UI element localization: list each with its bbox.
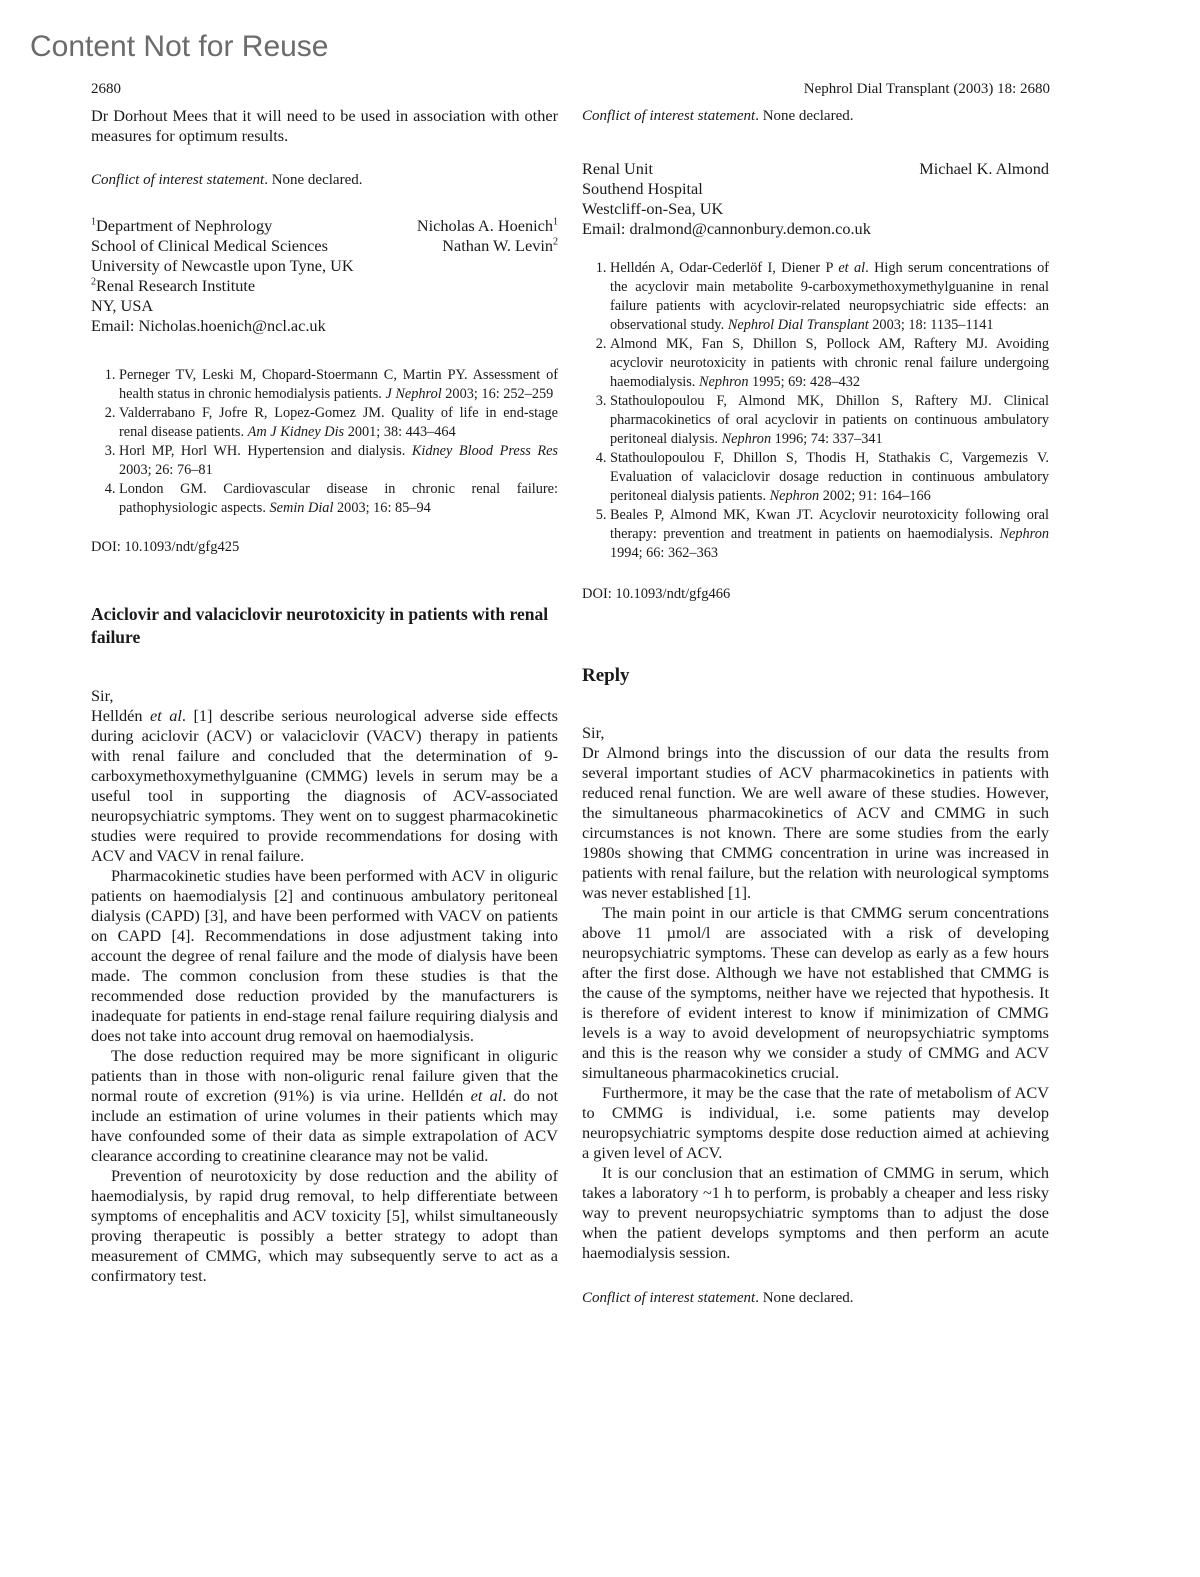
watermark: Content Not for Reuse bbox=[30, 30, 329, 63]
address-unit: Renal Unit bbox=[582, 159, 653, 178]
reference-journal: Semin Dial bbox=[269, 500, 334, 516]
author-email[interactable]: Email: Nicholas.hoenich@ncl.ac.uk bbox=[91, 316, 326, 335]
page-number: 2680 bbox=[91, 81, 121, 97]
reference-item: 1. Helldén A, Odar-Cederlöf I, Diener P et al. High serum concentrations of the acyclovir main metabolite 9-carboxymethoxymethylguanine in renal failure patients with acyclovir-related neuropsychiatric side effects: an observational study. Nephrol Dial Transplant 2003; 18: 1135–1141 bbox=[610, 259, 1049, 335]
author-name: Michael K. Almond bbox=[919, 159, 1049, 178]
address-university: University of Newcastle upon Tyne, UK bbox=[91, 256, 354, 275]
reference-list bbox=[91, 366, 558, 518]
reference-item: 3. Horl MP, Horl WH. Hypertension and dialysis. Kidney Blood Press Res 2003; 26: 76–81 bbox=[119, 442, 558, 480]
continuation-text: Dr Dorhout Mees that it will need to be used in association with other measures for optimum results. bbox=[91, 106, 558, 145]
reply-title: Reply bbox=[582, 665, 630, 686]
address-school: School of Clinical Medical Sciences bbox=[91, 236, 328, 255]
reference-journal: Nephron bbox=[698, 374, 749, 390]
left-column bbox=[91, 106, 558, 1286]
reference-item: 3. Stathoulopoulou F, Almond MK, Dhillon S, Raftery MJ. Clinical pharmacokinetics of oral acyclovir in patients on continuous ambulatory peritoneal dialysis. Nephron 1996; 74: 337–341 bbox=[610, 392, 1049, 449]
body-paragraph: Dr Almond brings into the discussion of our data the results from several important studies of ACV pharmacokinetics in patients with reduced renal function. We are well aware of these studies. However, the simultaneous pharmacokinetics of ACV and CMMG in such circumstances is not known. There are some studies from the early 1980s showing that CMMG concentration in urine was increased in patients with renal failure, but the relation with neurological symptoms was never established [1]. bbox=[582, 743, 1049, 902]
reference-item: 1. Perneger TV, Leski M, Chopard-Stoermann C, Martin PY. Assessment of health status in chronic hemodialysis patients. J Nephrol 2003; 16: 252–259 bbox=[119, 366, 558, 404]
coi-label: Conflict of interest statement bbox=[91, 172, 265, 188]
reference-journal: Nephron bbox=[999, 526, 1049, 542]
coi-label: Conflict of interest statement bbox=[582, 108, 756, 124]
right-column bbox=[582, 106, 1049, 1308]
reference-journal: Nephron bbox=[721, 431, 772, 447]
author-address-block bbox=[582, 159, 1049, 239]
salutation: Sir, bbox=[91, 686, 114, 705]
reference-journal: Am J Kidney Dis bbox=[247, 424, 345, 440]
reference-journal: Nephron bbox=[769, 488, 820, 504]
body-paragraph: It is our conclusion that an estimation of CMMG in serum, which takes a laboratory ~1 h to perform, is probably a cheaper and less risky way to prevent neuropsychiatric symptoms than to adjust the dose when the patient develops symptoms and then perform an acute haemodialysis session. bbox=[582, 1163, 1049, 1262]
conflict-of-interest bbox=[582, 106, 1049, 126]
body-paragraph: Furthermore, it may be the case that the rate of metabolism of ACV to CMMG is individual, i.e. some patients may develop neuropsychiatric symptoms despite dose reduction aimed at achieving a given level of ACV. bbox=[582, 1083, 1049, 1162]
salutation: Sir, bbox=[582, 723, 605, 742]
body-paragraph: Prevention of neurotoxicity by dose reduction and the ability of haemodialysis, by rapid drug removal, to help differentiate between symptoms of encephalitis and ACV toxicity [5], whilst simultaneously proving therapeutic is possibly a better strategy to adopt than measurement of CMMG, which may subsequently serve to act as a confirmatory test. bbox=[91, 1166, 558, 1285]
reference-item: 5. Beales P, Almond MK, Kwan JT. Acyclovir neurotoxicity following oral therapy: prevention and treatment in patients on haemodialysis. Nephron 1994; 66: 362–363 bbox=[610, 506, 1049, 563]
reference-list bbox=[582, 259, 1049, 563]
reference-journal: Nephrol Dial Transplant bbox=[727, 317, 869, 333]
address-hospital: Southend Hospital bbox=[582, 179, 703, 198]
body-paragraph: Helldén et al. [1] describe serious neurological adverse side effects during aciclovir (ACV) or valaciclovir (VACV) therapy in patients with renal failure and concluded that the determination of 9-carboxymethoxymethylguanine (CMMG) levels in serum may be a useful tool in supporting the diagnosis of ACV-associated neuropsychiatric symptoms. They went on to suggest pharmacokinetic studies were required to provide recommendations for dosing with ACV and VACV in renal failure. bbox=[91, 706, 559, 865]
author-address-block bbox=[91, 216, 558, 336]
coi-label: Conflict of interest statement bbox=[582, 1290, 756, 1306]
body-paragraph: The dose reduction required may be more significant in oliguric patients than in those with non-oliguric renal failure given that the normal route of excretion (91%) is via urine. Helldén et al. do not include an estimation of urine volumes in their patients which may have confounded some of their data as simple extrapolation of ACV clearance according to creatinine clearance may not be valid. bbox=[91, 1046, 558, 1165]
reference-item: 4. London GM. Cardiovascular disease in chronic renal failure: pathophysiologic aspects. Semin Dial 2003; 16: 85–94 bbox=[119, 480, 558, 518]
reference-journal: Kidney Blood Press Res bbox=[411, 443, 558, 459]
reference-item: 2. Almond MK, Fan S, Dhillon S, Pollock AM, Raftery MJ. Avoiding acyclovir neurotoxicity in patients with chronic renal failure undergoing haemodialysis. Nephron 1995; 69: 428–432 bbox=[610, 335, 1049, 392]
body-paragraph: Pharmacokinetic studies have been performed with ACV in oliguric patients on haemodialysis [2] and continuous ambulatory peritoneal dialysis (CAPD) [3], and have been performed with VACV on patients on CAPD [4]. Recommendations in dose adjustment taking into account the degree of renal failure and the mode of dialysis have been made. The common conclusion from these studies is that the recommended dose reduction provided by the manufacturers is inadequate for patients in end-stage renal failure requiring dialysis and does not take into account drug removal on haemodialysis. bbox=[91, 866, 558, 1045]
coi-text: . None declared. bbox=[755, 108, 854, 124]
conflict-of-interest bbox=[582, 1288, 1049, 1308]
address-institute: $^2$Renal Research Institute bbox=[91, 276, 256, 295]
author-name: Nathan W. Levin$^2$ bbox=[442, 236, 558, 255]
doi[interactable]: DOI: 10.1093/ndt/gfg466 bbox=[582, 586, 731, 602]
article-title: Aciclovir and valaciclovir neurotoxicity in patients with renal failure bbox=[91, 604, 549, 647]
author-name: Nicholas A. Hoenich$^1$ bbox=[416, 216, 558, 235]
reference-item: 4. Stathoulopoulou F, Dhillon S, Thodis H, Stathakis C, Vargemezis V. Evaluation of valaciclovir dosage reduction in continuous ambulatory peritoneal dialysis patients. Nephron 2002; 91: 164–166 bbox=[610, 449, 1049, 506]
reference-journal: J Nephrol bbox=[385, 386, 442, 402]
address-town: Westcliff-on-Sea, UK bbox=[582, 199, 724, 218]
address-city: NY, USA bbox=[91, 296, 154, 315]
conflict-of-interest bbox=[91, 170, 558, 190]
address-department: $^1$Department of Nephrology bbox=[91, 216, 273, 235]
doi[interactable]: DOI: 10.1093/ndt/gfg425 bbox=[91, 539, 240, 555]
body-paragraph: The main point in our article is that CMMG serum concentrations above 11 µmol/l are associated with a risk of developing neuropsychiatric symptoms. These can develop as early as a few hours after the first dose. Although we have not established that CMMG is the cause of the symptoms, neither have we rejected that hypothesis. It is therefore of evident interest to know if minimization of CMMG levels is a way to avoid development of neuropsychiatric symptoms and this is the reason why we consider a study of CMMG and ACV simultaneous pharmacokinetics crucial. bbox=[582, 903, 1049, 1082]
author-email[interactable]: Email: dralmond@cannonbury.demon.co.uk bbox=[582, 219, 871, 238]
coi-text: . None declared. bbox=[755, 1290, 854, 1306]
coi-text: . None declared. bbox=[264, 172, 363, 188]
running-head: Nephrol Dial Transplant (2003) 18: 2680 bbox=[803, 81, 1050, 97]
reference-item: 2. Valderrabano F, Jofre R, Lopez-Gomez JM. Quality of life in end-stage renal disease patients. Am J Kidney Dis 2001; 38: 443–464 bbox=[119, 404, 558, 442]
